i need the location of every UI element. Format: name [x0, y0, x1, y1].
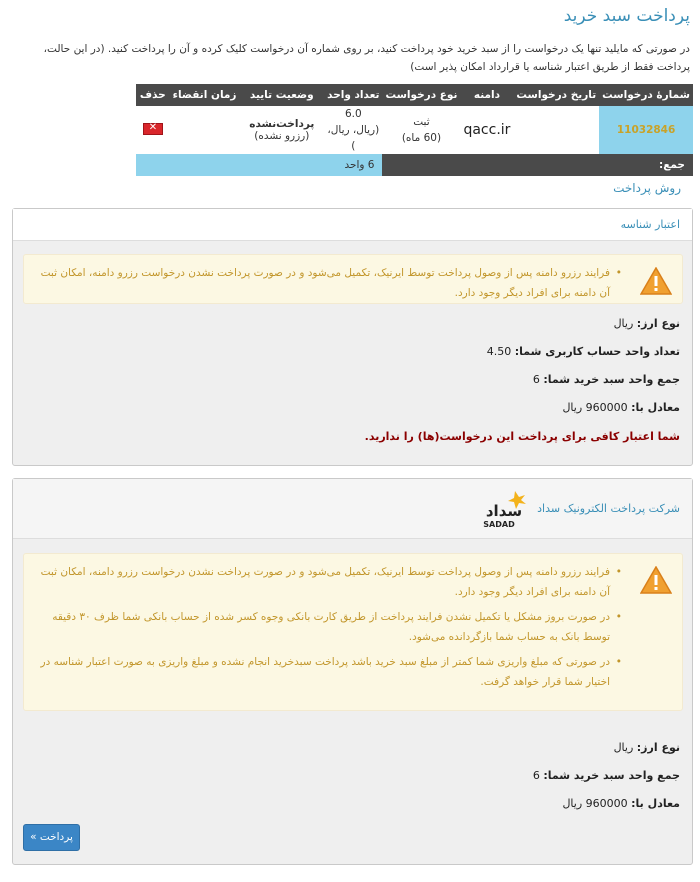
delete-cell — [136, 106, 170, 154]
cart-total-label: جمع واحد سبد خرید شما: — [543, 769, 680, 782]
approval-status-cell — [239, 106, 324, 154]
sadad-logo-fa: سداد — [485, 502, 523, 520]
request-type-cell — [382, 106, 460, 154]
credit-warning — [23, 254, 683, 304]
status-badge: پرداخت‌نشده — [249, 118, 315, 130]
col-unit-count: تعداد واحد — [324, 84, 382, 106]
equivalent-row — [562, 401, 680, 414]
currency-row — [614, 741, 680, 754]
warning-text: • در صورتی که مبلغ واریزی شما کمتر از مبلغ سبد خرید باشد پرداخت سبدخرید انجام نشده و مبلغ واریزی به صورت اعتبار شناسه در اختیار شما قرار خواهد گرفت. — [34, 652, 622, 692]
cart-total-row — [533, 769, 680, 782]
page-title: پرداخت سبد خرید — [563, 6, 690, 26]
request-date-cell — [513, 106, 599, 154]
equivalent-value: 960000 ریال — [562, 797, 628, 810]
warning-icon — [640, 566, 672, 594]
credit-panel — [12, 208, 693, 466]
account-units-value: 4.50 — [486, 345, 512, 358]
sadad-panel-title: شرکت پرداخت الکترونیک سداد — [13, 479, 692, 539]
equivalent-label: معادل با: — [631, 401, 680, 414]
credit-panel-title: اعتبار شناسه — [13, 209, 692, 241]
warning-text: • فرایند رزرو دامنه پس از وصول پرداخت توسط ایرنیک، تکمیل می‌شود و در صورت پرداخت نشدن درخواست رزرو دامنه، امکان ثبت آن دامنه برای افراد دیگر وجود دارد. — [34, 562, 622, 602]
domain-cell: qacc.ir — [460, 106, 513, 154]
expiry-cell — [170, 106, 240, 154]
account-units-row — [487, 345, 680, 358]
pay-button[interactable]: پرداخت » — [23, 824, 80, 851]
col-request-id: شمارهٔ درخواست — [599, 84, 693, 106]
currency-label: نوع ارز: — [636, 741, 680, 754]
cart-total-label: جمع واحد سبد خرید شما: — [543, 373, 680, 386]
col-approval-status: وضعیت تایید — [239, 84, 324, 106]
cart-total-value: 6 — [532, 373, 540, 386]
col-request-date: تاریخ درخواست — [513, 84, 599, 106]
col-request-type: نوع درخواست — [382, 84, 460, 106]
intro-text: در صورتی که مایلید تنها یک درخواست را از سبد خرید خود پرداخت کنید، بر روی شماره آن درخواست کلیک کرده و آن را پرداخت کنید. (در این حالت، پرداخت فقط از طریق اعتبار شناسه یا قرارداد امکان پذیر است) — [43, 43, 690, 73]
warning-icon — [640, 267, 672, 295]
table-row — [136, 106, 693, 154]
warning-text: • فرایند رزرو دامنه پس از وصول پرداخت توسط ایرنیک، تکمیل می‌شود و در صورت پرداخت نشدن درخواست رزرو دامنه، امکان ثبت آن دامنه برای افراد دیگر وجود دارد. — [34, 263, 622, 303]
equivalent-value: 960000 ریال — [562, 401, 628, 414]
status-note: (رزرو نشده) — [254, 130, 310, 142]
col-delete: حذف — [136, 84, 170, 106]
insufficient-credit-error: شما اعتبار کافی برای پرداخت این درخواست(ها) را ندارید. — [364, 430, 680, 443]
sadad-panel — [12, 478, 693, 865]
sadad-warning — [23, 553, 683, 711]
equivalent-label: معادل با: — [631, 797, 680, 810]
unit-count-value: 6.0 — [344, 108, 362, 120]
currency-value: ریال — [613, 741, 634, 754]
equivalent-row — [562, 797, 680, 810]
sadad-logo — [479, 489, 529, 529]
account-units-label: تعداد واحد حساب کاربری شما: — [514, 345, 680, 358]
currency-label: نوع ارز: — [636, 317, 680, 330]
delete-icon[interactable] — [143, 123, 163, 135]
payment-method-title: روش پرداخت — [613, 181, 681, 195]
col-expiry: زمان انقضاء — [170, 84, 240, 106]
total-label: جمع: — [382, 154, 693, 176]
cart-total-value: 6 — [532, 769, 540, 782]
total-value: 6 واحد — [136, 154, 382, 176]
sadad-logo-en: SADAD — [483, 520, 515, 529]
currency-value: ریال — [613, 317, 634, 330]
warning-text: • در صورت بروز مشکل یا تکمیل نشدن فرایند پرداخت از طریق کارت بانکی وجوه کسر شده از حساب بانکی شما ظرف ۳۰ دقیقه توسط بانک به حساب شما بازگردانده می‌شود. — [34, 607, 622, 647]
unit-count-cell — [324, 106, 382, 154]
request-type-period: (60 ماه) — [401, 132, 442, 144]
unit-count-currency: (ریال، ریال، ) — [327, 124, 380, 152]
cart-total-row — [533, 373, 680, 386]
currency-row — [614, 317, 680, 330]
col-domain: دامنه — [460, 84, 513, 106]
request-id-link[interactable]: 11032846 — [599, 106, 693, 154]
cart-header-row — [136, 84, 693, 106]
total-row — [136, 154, 693, 176]
request-type-name: ثبت — [413, 116, 430, 128]
cart-table — [136, 84, 693, 176]
